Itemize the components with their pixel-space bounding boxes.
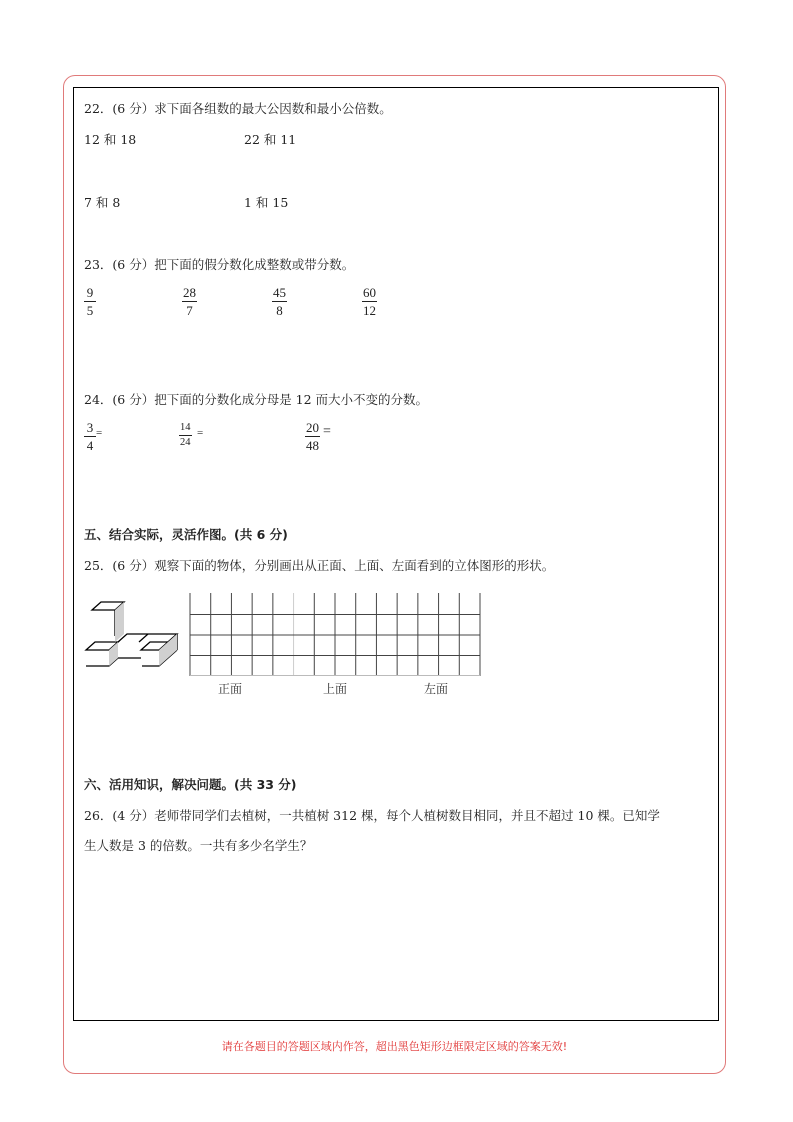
q26-text-line: 生人数是 3 的倍数。一共有多少名学生？ bbox=[84, 838, 313, 853]
numerator: 45 bbox=[273, 285, 286, 300]
section-heading: 五、结合实际，灵活作图。(共 6 分) bbox=[84, 527, 288, 542]
q22-item: 22 和 11 bbox=[244, 132, 297, 147]
q22-item: 12 和 18 bbox=[84, 132, 137, 147]
numerator: 28 bbox=[183, 285, 196, 300]
q24-fraction bbox=[84, 420, 96, 453]
denominator: 48 bbox=[306, 438, 319, 453]
grid-label-left: 左面 bbox=[424, 682, 449, 696]
section-heading: 六、活用知识，解决问题。(共 33 分) bbox=[84, 777, 297, 792]
q23-fraction bbox=[362, 285, 377, 318]
q23-title: 23．(6 分）把下面的假分数化成整数或带分数。 bbox=[84, 257, 355, 272]
numerator: 60 bbox=[363, 285, 376, 300]
q24-fraction bbox=[179, 422, 192, 449]
denominator: 5 bbox=[86, 303, 94, 318]
answer-area-frame bbox=[73, 87, 719, 1021]
denominator: 4 bbox=[86, 438, 94, 453]
denominator: 8 bbox=[276, 303, 283, 318]
q24-title: 24．(6 分）把下面的分数化成分母是 12 而大小不变的分数。 bbox=[84, 392, 429, 407]
q23-fraction bbox=[84, 285, 96, 318]
grid-label-front: 正面 bbox=[218, 682, 243, 696]
right-cube-side-shade bbox=[159, 634, 177, 666]
q22-item: 1 和 15 bbox=[244, 195, 289, 210]
q22-item: 7 和 8 bbox=[84, 195, 121, 210]
denominator: 7 bbox=[186, 303, 193, 318]
q23-fraction bbox=[182, 285, 197, 318]
numerator: 14 bbox=[179, 422, 192, 436]
numerator: 9 bbox=[84, 285, 96, 302]
equals-sign: = bbox=[323, 424, 331, 439]
q25-title: 25．(6 分）观察下面的物体，分别画出从正面、上面、左面看到的立体图形的形状。 bbox=[84, 558, 555, 573]
equals-sign: = bbox=[96, 427, 103, 439]
answer-area-notice: 请在各题目的答题区域内作答，超出黑色矩形边框限定区域的答案无效! bbox=[221, 1040, 568, 1053]
q26-text-line: 26．(4 分）老师带同学们去植树，一共植树 312 棵，每个人植树数目相同，并且不超过 10 棵。已知学 bbox=[84, 808, 660, 823]
q24-fraction bbox=[305, 420, 320, 453]
numerator: 3 bbox=[84, 420, 96, 437]
grid-label-top: 上面 bbox=[323, 682, 348, 696]
denominator: 24 bbox=[180, 437, 191, 448]
cube-object-figure bbox=[84, 598, 180, 670]
denominator: 12 bbox=[363, 303, 376, 318]
equals-sign: = bbox=[197, 427, 204, 439]
drawing-grid[interactable] bbox=[189, 593, 481, 677]
q22-title: 22．(6 分）求下面各组数的最大公因数和最小公倍数。 bbox=[84, 101, 392, 116]
numerator: 20 bbox=[306, 420, 319, 435]
q23-fraction bbox=[272, 285, 287, 318]
